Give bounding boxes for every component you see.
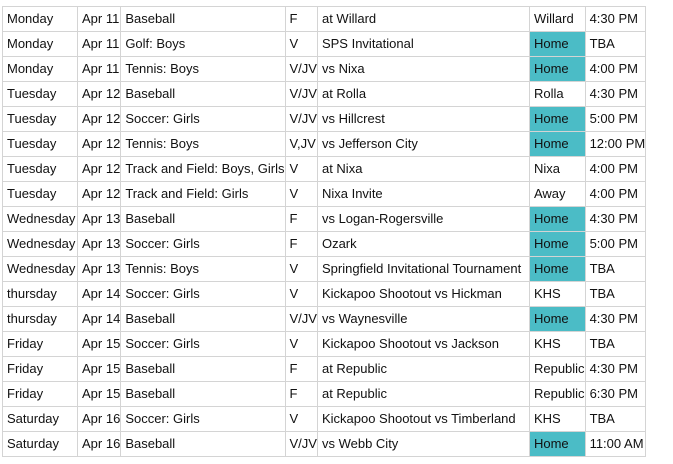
opponent-cell[interactable]: vs Hillcrest	[317, 107, 529, 132]
day-cell[interactable]: Friday	[3, 357, 78, 382]
schedule-table	[2, 6, 646, 457]
day-cell[interactable]: thursday	[3, 307, 78, 332]
date-cell[interactable]: Apr 11	[78, 7, 121, 32]
date-cell[interactable]: Apr 15	[78, 332, 121, 357]
opponent-cell[interactable]: vs Nixa	[317, 57, 529, 82]
date-cell[interactable]: Apr 16	[78, 432, 121, 457]
level-cell[interactable]: V	[285, 157, 317, 182]
opponent-cell[interactable]: Kickapoo Shootout vs Jackson	[317, 332, 529, 357]
date-cell[interactable]: Apr 12	[78, 82, 121, 107]
table-row	[3, 82, 646, 107]
level-cell[interactable]: V/JV	[285, 307, 317, 332]
location-cell[interactable]: Home	[529, 107, 585, 132]
level-cell[interactable]: F	[285, 232, 317, 257]
location-cell[interactable]: KHS	[529, 407, 585, 432]
sport-cell[interactable]: Soccer: Girls	[121, 107, 285, 132]
time-cell[interactable]: TBA	[585, 332, 646, 357]
sport-cell[interactable]: Baseball	[121, 382, 285, 407]
sport-cell[interactable]: Soccer: Girls	[121, 282, 285, 307]
table-row	[3, 432, 646, 457]
opponent-cell[interactable]: Kickapoo Shootout vs Timberland	[317, 407, 529, 432]
time-cell[interactable]: 4:30 PM	[585, 207, 646, 232]
sport-cell[interactable]: Track and Field: Boys, Girls	[121, 157, 285, 182]
time-cell[interactable]: TBA	[585, 257, 646, 282]
table-row	[3, 32, 646, 57]
date-cell[interactable]: Apr 15	[78, 357, 121, 382]
level-cell[interactable]: V	[285, 332, 317, 357]
opponent-cell[interactable]: SPS Invitational	[317, 32, 529, 57]
time-cell[interactable]: 11:00 AM	[585, 432, 646, 457]
time-cell[interactable]: 4:00 PM	[585, 157, 646, 182]
time-cell[interactable]: 5:00 PM	[585, 232, 646, 257]
schedule-rows	[3, 7, 646, 457]
level-cell[interactable]: F	[285, 382, 317, 407]
level-cell[interactable]: V,JV	[285, 132, 317, 157]
opponent-cell[interactable]: at Nixa	[317, 157, 529, 182]
date-cell[interactable]: Apr 13	[78, 257, 121, 282]
day-cell[interactable]: Wednesday	[3, 207, 78, 232]
location-cell[interactable]: Away	[529, 182, 585, 207]
day-cell[interactable]: Tuesday	[3, 107, 78, 132]
location-cell[interactable]: Republic	[529, 382, 585, 407]
sport-cell[interactable]: Baseball	[121, 82, 285, 107]
table-row	[3, 257, 646, 282]
sport-cell[interactable]: Baseball	[121, 307, 285, 332]
location-cell[interactable]: Home	[529, 132, 585, 157]
day-cell[interactable]: Saturday	[3, 407, 78, 432]
time-cell[interactable]: TBA	[585, 282, 646, 307]
day-cell[interactable]: Monday	[3, 32, 78, 57]
table-row	[3, 407, 646, 432]
opponent-cell[interactable]: vs Webb City	[317, 432, 529, 457]
day-cell[interactable]: Wednesday	[3, 257, 78, 282]
level-cell[interactable]: V/JV	[285, 107, 317, 132]
day-cell[interactable]: Wednesday	[3, 232, 78, 257]
date-cell[interactable]: Apr 11	[78, 32, 121, 57]
day-cell[interactable]: Tuesday	[3, 157, 78, 182]
day-cell[interactable]: Tuesday	[3, 182, 78, 207]
level-cell[interactable]: V	[285, 407, 317, 432]
day-cell[interactable]: Monday	[3, 7, 78, 32]
time-cell[interactable]: 5:00 PM	[585, 107, 646, 132]
sport-cell[interactable]: Tennis: Boys	[121, 57, 285, 82]
sport-cell[interactable]: Soccer: Girls	[121, 332, 285, 357]
level-cell[interactable]: F	[285, 357, 317, 382]
day-cell[interactable]: Monday	[3, 57, 78, 82]
day-cell[interactable]: thursday	[3, 282, 78, 307]
location-cell[interactable]: Willard	[529, 7, 585, 32]
level-cell[interactable]: F	[285, 7, 317, 32]
sport-cell[interactable]: Track and Field: Girls	[121, 182, 285, 207]
table-row	[3, 357, 646, 382]
date-cell[interactable]: Apr 12	[78, 157, 121, 182]
level-cell[interactable]: V	[285, 257, 317, 282]
opponent-cell[interactable]: Ozark	[317, 232, 529, 257]
day-cell[interactable]: Friday	[3, 332, 78, 357]
level-cell[interactable]: V/JV	[285, 82, 317, 107]
location-cell[interactable]: Home	[529, 307, 585, 332]
time-cell[interactable]: 4:00 PM	[585, 182, 646, 207]
date-cell[interactable]: Apr 14	[78, 307, 121, 332]
table-row	[3, 382, 646, 407]
day-cell[interactable]: Friday	[3, 382, 78, 407]
date-cell[interactable]: Apr 11	[78, 57, 121, 82]
level-cell[interactable]: V/JV	[285, 57, 317, 82]
table-row	[3, 207, 646, 232]
opponent-cell[interactable]: vs Waynesville	[317, 307, 529, 332]
date-cell[interactable]: Apr 16	[78, 407, 121, 432]
location-cell[interactable]: KHS	[529, 332, 585, 357]
table-row	[3, 282, 646, 307]
table-row	[3, 132, 646, 157]
sport-cell[interactable]: Golf: Boys	[121, 32, 285, 57]
sport-cell[interactable]: Tennis: Boys	[121, 257, 285, 282]
date-cell[interactable]: Apr 13	[78, 232, 121, 257]
opponent-cell[interactable]: Nixa Invite	[317, 182, 529, 207]
level-cell[interactable]: V	[285, 282, 317, 307]
date-cell[interactable]: Apr 13	[78, 207, 121, 232]
date-cell[interactable]: Apr 12	[78, 107, 121, 132]
time-cell[interactable]: 4:30 PM	[585, 307, 646, 332]
date-cell[interactable]: Apr 14	[78, 282, 121, 307]
table-row	[3, 232, 646, 257]
level-cell[interactable]: V	[285, 32, 317, 57]
day-cell[interactable]: Saturday	[3, 432, 78, 457]
level-cell[interactable]: F	[285, 207, 317, 232]
location-cell[interactable]: Nixa	[529, 157, 585, 182]
location-cell[interactable]: Republic	[529, 357, 585, 382]
time-cell[interactable]: TBA	[585, 32, 646, 57]
location-cell[interactable]: KHS	[529, 282, 585, 307]
opponent-cell[interactable]: at Willard	[317, 7, 529, 32]
opponent-cell[interactable]: vs Jefferson City	[317, 132, 529, 157]
time-cell[interactable]: TBA	[585, 407, 646, 432]
table-row	[3, 157, 646, 182]
sport-cell[interactable]: Baseball	[121, 207, 285, 232]
table-row	[3, 57, 646, 82]
sport-cell[interactable]: Tennis: Boys	[121, 132, 285, 157]
time-cell[interactable]: 4:30 PM	[585, 82, 646, 107]
opponent-cell[interactable]: at Republic	[317, 382, 529, 407]
day-cell[interactable]: Tuesday	[3, 82, 78, 107]
location-cell[interactable]: Home	[529, 432, 585, 457]
opponent-cell[interactable]: at Rolla	[317, 82, 529, 107]
sport-cell[interactable]: Soccer: Girls	[121, 407, 285, 432]
day-cell[interactable]: Tuesday	[3, 132, 78, 157]
opponent-cell[interactable]: vs Logan-Rogersville	[317, 207, 529, 232]
level-cell[interactable]: V	[285, 182, 317, 207]
date-cell[interactable]: Apr 12	[78, 132, 121, 157]
table-row	[3, 182, 646, 207]
location-cell[interactable]: Home	[529, 57, 585, 82]
opponent-cell[interactable]: Springfield Invitational Tournament	[317, 257, 529, 282]
date-cell[interactable]: Apr 15	[78, 382, 121, 407]
table-row	[3, 7, 646, 32]
time-cell[interactable]: 4:00 PM	[585, 57, 646, 82]
sport-cell[interactable]: Baseball	[121, 7, 285, 32]
level-cell[interactable]: V/JV	[285, 432, 317, 457]
sport-cell[interactable]: Baseball	[121, 357, 285, 382]
date-cell[interactable]: Apr 12	[78, 182, 121, 207]
opponent-cell[interactable]: at Republic	[317, 357, 529, 382]
table-row	[3, 107, 646, 132]
time-cell[interactable]: 4:30 PM	[585, 357, 646, 382]
table-row	[3, 332, 646, 357]
sport-cell[interactable]: Baseball	[121, 432, 285, 457]
location-cell[interactable]: Home	[529, 257, 585, 282]
time-cell[interactable]: 4:30 PM	[585, 7, 646, 32]
location-cell[interactable]: Home	[529, 207, 585, 232]
location-cell[interactable]: Home	[529, 32, 585, 57]
location-cell[interactable]: Home	[529, 232, 585, 257]
time-cell[interactable]: 6:30 PM	[585, 382, 646, 407]
sport-cell[interactable]: Soccer: Girls	[121, 232, 285, 257]
time-cell[interactable]: 12:00 PM	[585, 132, 646, 157]
location-cell[interactable]: Rolla	[529, 82, 585, 107]
table-row	[3, 307, 646, 332]
opponent-cell[interactable]: Kickapoo Shootout vs Hickman	[317, 282, 529, 307]
